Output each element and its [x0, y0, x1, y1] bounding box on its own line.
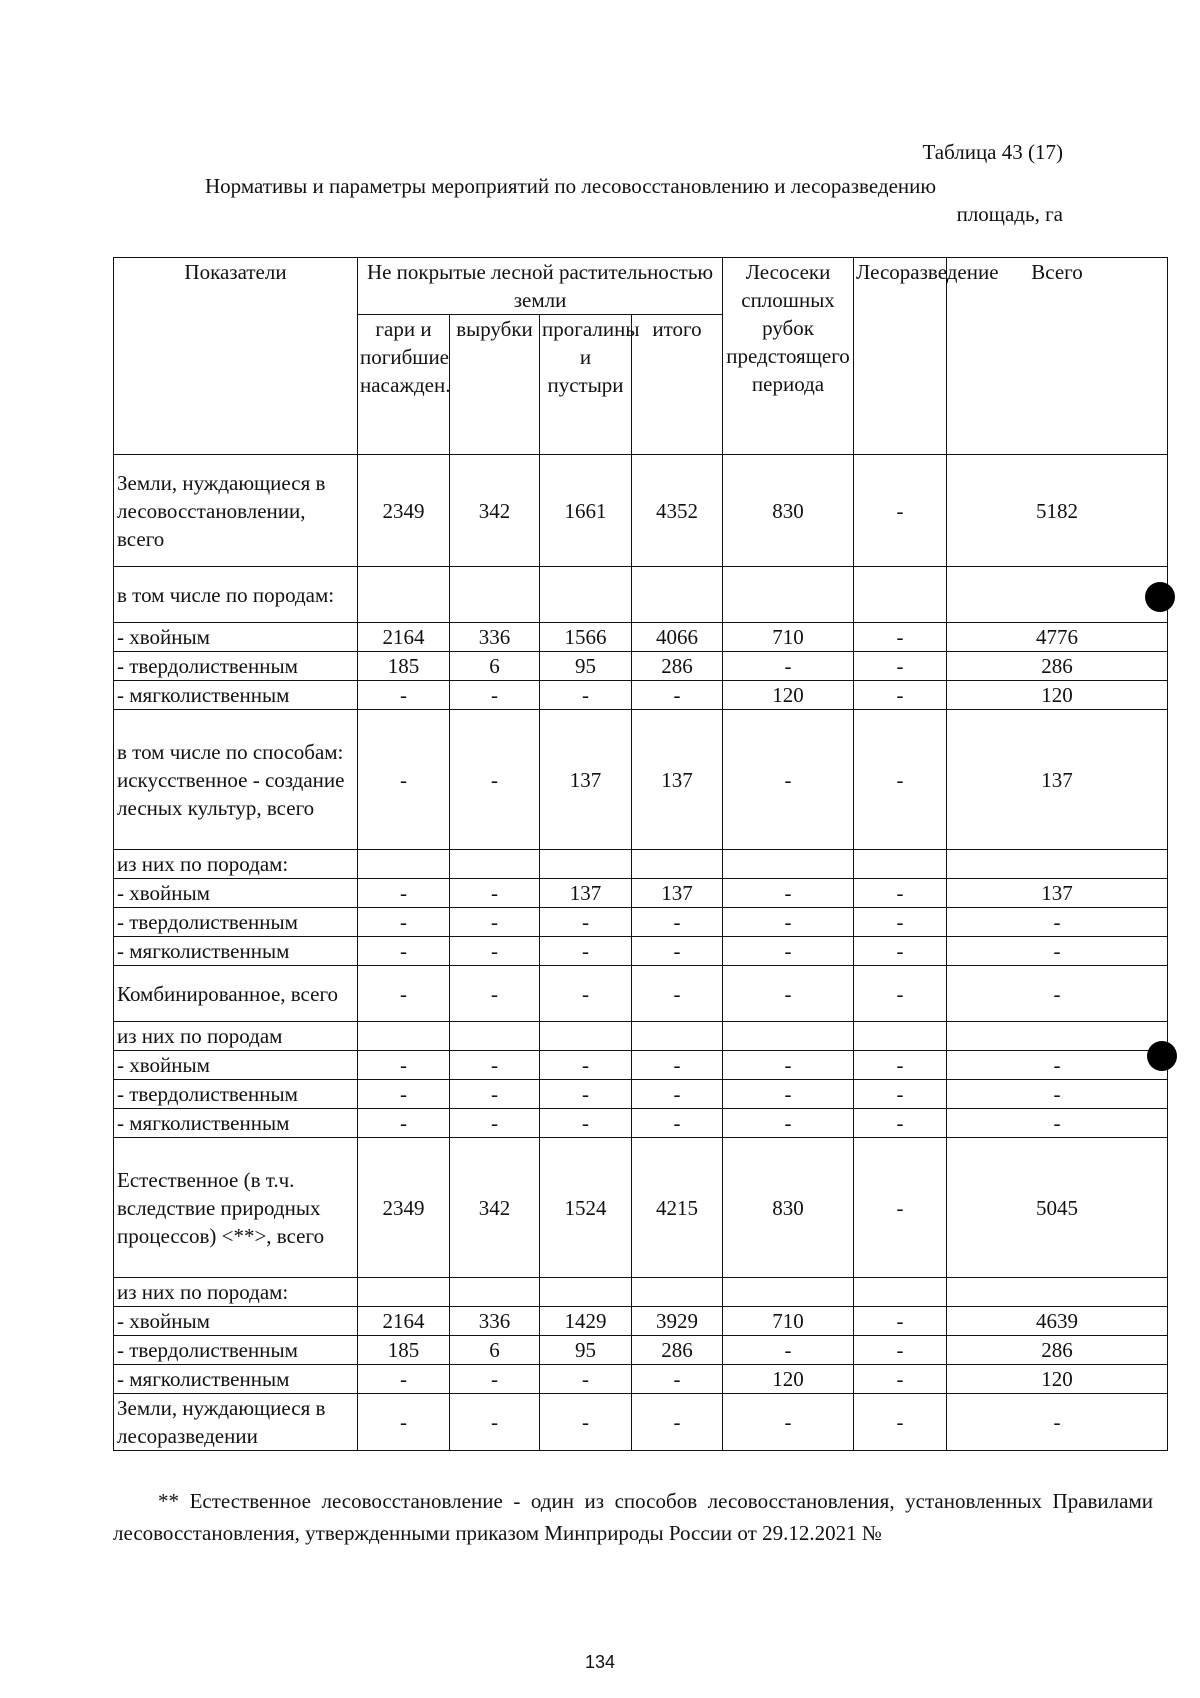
table-row [114, 455, 1168, 567]
row-value: - [854, 879, 947, 908]
row-value [947, 1022, 1168, 1051]
row-value: - [358, 681, 450, 710]
row-value: - [540, 908, 632, 937]
row-value: - [540, 1365, 632, 1394]
row-value: - [723, 908, 854, 937]
row-value: - [723, 1394, 854, 1451]
header-glades: прогалины и пустыри [540, 315, 632, 455]
row-label: в том числе по способам: искусственное - создание лесных культур, всего [114, 710, 358, 850]
row-value [947, 850, 1168, 879]
row-value: - [632, 966, 723, 1022]
header-afforestation: Лесоразведение [854, 258, 947, 455]
table-row [114, 1138, 1168, 1278]
row-value: - [854, 1109, 947, 1138]
table-number: Таблица 43 (17) [922, 140, 1063, 164]
row-value: - [723, 966, 854, 1022]
row-value [358, 1022, 450, 1051]
row-value: - [450, 879, 540, 908]
row-value: 830 [723, 1138, 854, 1278]
row-value [540, 567, 632, 623]
row-value: - [358, 1365, 450, 1394]
row-label: - хвойным [114, 879, 358, 908]
table-row [114, 966, 1168, 1022]
header-burned-areas: гари и погибшие насажден. [358, 315, 450, 455]
row-value: - [450, 1109, 540, 1138]
row-value: 4066 [632, 623, 723, 652]
row-value: 286 [632, 1336, 723, 1365]
row-value: 120 [947, 681, 1168, 710]
table-row [114, 1336, 1168, 1365]
row-value: - [358, 966, 450, 1022]
row-value [723, 1278, 854, 1307]
row-value: - [450, 710, 540, 850]
row-value: - [450, 1080, 540, 1109]
row-value [854, 567, 947, 623]
row-value: 2164 [358, 623, 450, 652]
table-row [114, 623, 1168, 652]
row-value: - [854, 966, 947, 1022]
row-label: Земли, нуждающиеся в лесоразведении [114, 1394, 358, 1451]
row-value [632, 1022, 723, 1051]
table-row [114, 1080, 1168, 1109]
row-value: 185 [358, 652, 450, 681]
row-value: - [947, 937, 1168, 966]
row-value: - [358, 710, 450, 850]
row-value: 6 [450, 652, 540, 681]
row-value [854, 1022, 947, 1051]
row-value: - [450, 966, 540, 1022]
row-value: 137 [632, 710, 723, 850]
row-value [723, 850, 854, 879]
row-value: - [632, 1051, 723, 1080]
header-cutovers: вырубки [450, 315, 540, 455]
row-value: 286 [947, 652, 1168, 681]
row-value [947, 567, 1168, 623]
row-value: 95 [540, 1336, 632, 1365]
row-label: Земли, нуждающиеся в лесовосстановлении, всего [114, 455, 358, 567]
row-value: 2349 [358, 455, 450, 567]
row-value: 4776 [947, 623, 1168, 652]
row-value: 4639 [947, 1307, 1168, 1336]
table-row [114, 567, 1168, 623]
row-label: - хвойным [114, 623, 358, 652]
row-value: 336 [450, 1307, 540, 1336]
row-value: 5182 [947, 455, 1168, 567]
header-unforested-lands: Не покрытые лесной растительностью земли [358, 258, 723, 315]
table-row [114, 1051, 1168, 1080]
row-value: 185 [358, 1336, 450, 1365]
row-value [358, 567, 450, 623]
table-row [114, 937, 1168, 966]
page-number: 134 [584, 1652, 616, 1672]
table-row [114, 908, 1168, 937]
row-value: - [540, 966, 632, 1022]
row-value: 286 [947, 1336, 1168, 1365]
row-value [450, 850, 540, 879]
table-row [114, 1022, 1168, 1051]
row-value: - [450, 1394, 540, 1451]
row-label: из них по породам [114, 1022, 358, 1051]
row-value [854, 850, 947, 879]
row-label: - мягколиственным [114, 1365, 358, 1394]
header-subtotal: итого [632, 315, 723, 455]
row-value: - [947, 1051, 1168, 1080]
row-value [632, 850, 723, 879]
table-row [114, 879, 1168, 908]
row-value: - [854, 1138, 947, 1278]
row-value: - [540, 681, 632, 710]
row-value: - [723, 1080, 854, 1109]
row-value: 120 [723, 681, 854, 710]
row-value: - [358, 879, 450, 908]
row-value: 342 [450, 455, 540, 567]
row-value: 2349 [358, 1138, 450, 1278]
row-value: - [854, 1080, 947, 1109]
row-value [450, 567, 540, 623]
row-value: - [632, 681, 723, 710]
row-value: 1524 [540, 1138, 632, 1278]
row-value: - [358, 1109, 450, 1138]
row-label: - хвойным [114, 1051, 358, 1080]
row-value: - [632, 1394, 723, 1451]
row-value: - [854, 681, 947, 710]
row-value: - [540, 1109, 632, 1138]
row-value: - [947, 1080, 1168, 1109]
row-value: - [632, 908, 723, 937]
table-row [114, 652, 1168, 681]
row-value: - [358, 1394, 450, 1451]
row-value: - [450, 681, 540, 710]
row-value [632, 567, 723, 623]
row-value: 342 [450, 1138, 540, 1278]
row-value: - [450, 1051, 540, 1080]
row-value: - [947, 908, 1168, 937]
row-value: 2164 [358, 1307, 450, 1336]
row-value [540, 850, 632, 879]
table-row [114, 1394, 1168, 1451]
header-clearcut-areas: Лесосеки сплошных рубок предстоящего периода [723, 258, 854, 455]
row-value [947, 1278, 1168, 1307]
row-label: - мягколиственным [114, 1109, 358, 1138]
row-value: 336 [450, 623, 540, 652]
row-value: - [540, 1080, 632, 1109]
row-value: - [854, 1051, 947, 1080]
row-value: - [854, 623, 947, 652]
row-value: - [854, 1365, 947, 1394]
row-value: - [723, 879, 854, 908]
row-value: - [854, 710, 947, 850]
table-row [114, 681, 1168, 710]
row-value: - [854, 1307, 947, 1336]
row-value: - [723, 710, 854, 850]
table-row [114, 850, 1168, 879]
row-value: 137 [632, 879, 723, 908]
row-value: - [358, 908, 450, 937]
row-value: - [632, 1109, 723, 1138]
row-value [723, 567, 854, 623]
row-value [540, 1278, 632, 1307]
row-value: - [947, 1109, 1168, 1138]
row-value: - [854, 1336, 947, 1365]
punch-hole-mark [1145, 582, 1175, 612]
row-label: - твердолиственным [114, 1336, 358, 1365]
row-value: - [947, 966, 1168, 1022]
forest-restoration-table [113, 257, 1168, 1451]
row-value: 137 [947, 710, 1168, 850]
units-label: площадь, га [956, 202, 1063, 226]
row-label: Естественное (в т.ч. вследствие природных процессов) <**>, всего [114, 1138, 358, 1278]
row-value: 120 [947, 1365, 1168, 1394]
row-value: 6 [450, 1336, 540, 1365]
row-value: - [358, 1051, 450, 1080]
header-indicators: Показатели [114, 258, 358, 455]
row-value: - [723, 652, 854, 681]
row-value: - [632, 937, 723, 966]
row-value: - [854, 937, 947, 966]
row-label: в том числе по породам: [114, 567, 358, 623]
row-value: - [947, 1394, 1168, 1451]
punch-hole-mark [1147, 1041, 1177, 1071]
row-label: - мягколиственным [114, 681, 358, 710]
row-value: - [854, 652, 947, 681]
row-label: из них по породам: [114, 1278, 358, 1307]
row-value: - [358, 937, 450, 966]
row-value: - [723, 937, 854, 966]
row-value: 137 [540, 879, 632, 908]
table-row [114, 1307, 1168, 1336]
table-row [114, 1365, 1168, 1394]
row-value: - [540, 1051, 632, 1080]
row-value [540, 1022, 632, 1051]
row-label: - твердолиственным [114, 1080, 358, 1109]
row-label: из них по породам: [114, 850, 358, 879]
header-total: Всего [947, 258, 1168, 455]
footnote: ** Естественное лесовосстановление - один из способов лесовосстановления, установленных Правилами лесовосстановления, утвержденными приказом Минприроды России от 29.12.2021 № [113, 1489, 1153, 1545]
row-value [358, 850, 450, 879]
row-label: - мягколиственным [114, 937, 358, 966]
row-value: 1429 [540, 1307, 632, 1336]
table-row [114, 1278, 1168, 1307]
row-value: - [723, 1051, 854, 1080]
row-value: 95 [540, 652, 632, 681]
row-value: - [854, 1394, 947, 1451]
row-value: - [723, 1336, 854, 1365]
row-value: - [540, 1394, 632, 1451]
row-value: 120 [723, 1365, 854, 1394]
row-value: 137 [947, 879, 1168, 908]
row-value: - [450, 1365, 540, 1394]
row-value [450, 1278, 540, 1307]
row-value: 1566 [540, 623, 632, 652]
table-row [114, 710, 1168, 850]
row-value: 3929 [632, 1307, 723, 1336]
row-value: 1661 [540, 455, 632, 567]
row-value: 710 [723, 623, 854, 652]
row-label: - твердолиственным [114, 652, 358, 681]
row-value: - [723, 1109, 854, 1138]
row-value: 4352 [632, 455, 723, 567]
row-value: - [632, 1080, 723, 1109]
row-value: 137 [540, 710, 632, 850]
row-label: Комбинированное, всего [114, 966, 358, 1022]
row-value: 830 [723, 455, 854, 567]
row-value [358, 1278, 450, 1307]
table-title: Нормативы и параметры мероприятий по лесовосстановлению и лесоразведению [205, 174, 937, 198]
row-value [450, 1022, 540, 1051]
row-value [632, 1278, 723, 1307]
row-value: 5045 [947, 1138, 1168, 1278]
row-value: - [450, 908, 540, 937]
row-value: - [540, 937, 632, 966]
row-label: - твердолиственным [114, 908, 358, 937]
row-value: 4215 [632, 1138, 723, 1278]
row-value: - [450, 937, 540, 966]
row-value: 710 [723, 1307, 854, 1336]
row-value: - [854, 908, 947, 937]
row-value [723, 1022, 854, 1051]
row-value: - [358, 1080, 450, 1109]
table-row [114, 1109, 1168, 1138]
row-label: - хвойным [114, 1307, 358, 1336]
row-value: - [632, 1365, 723, 1394]
row-value: 286 [632, 652, 723, 681]
row-value [854, 1278, 947, 1307]
row-value: - [854, 455, 947, 567]
